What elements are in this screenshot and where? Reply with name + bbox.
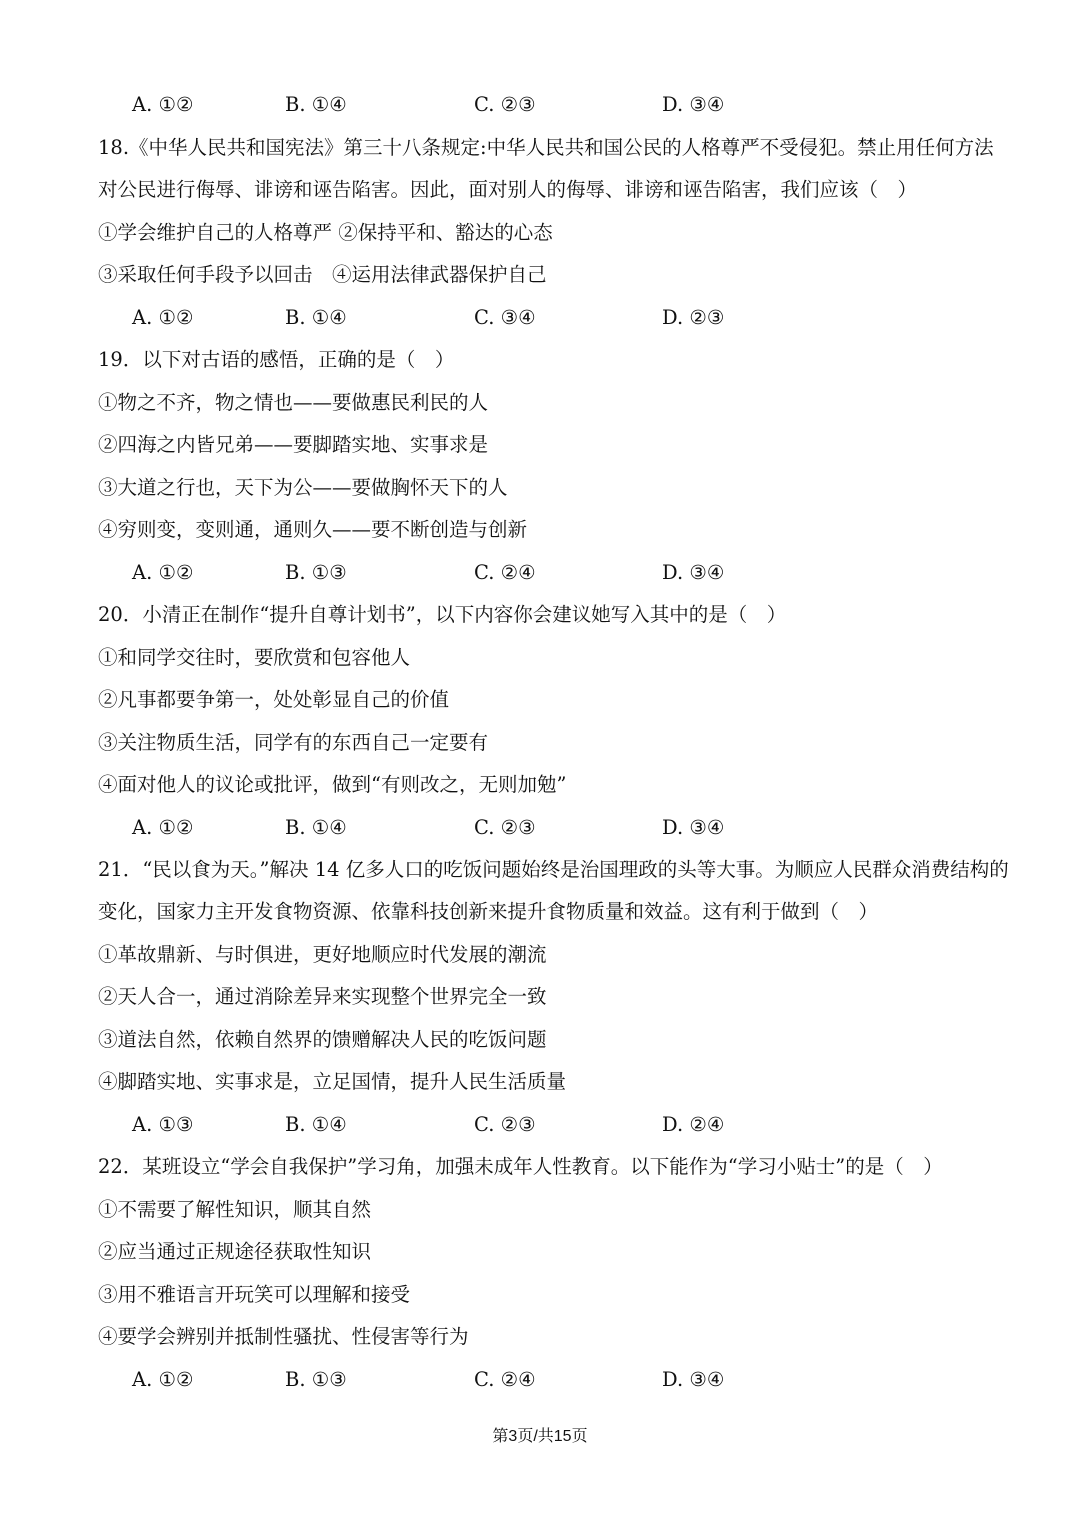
option-c: C. ②③ <box>474 1113 536 1136</box>
q19-item-3: ③大道之行也，天下为公——要做胸怀天下的人 <box>98 476 508 499</box>
q22-item-1: ①不需要了解性知识，顺其自然 <box>98 1198 372 1221</box>
q21-item-1: ①革故鼎新、与时俱进，更好地顺应时代发展的潮流 <box>98 943 547 966</box>
q18-stem-line-1: 18.《中华人民共和国宪法》第三十八条规定:中华人民共和国公民的人格尊严不受侵犯。禁止用任何方法 <box>98 136 994 159</box>
option-c: C. ②③ <box>474 816 536 839</box>
option-b: B. ①③ <box>285 1368 347 1391</box>
q18-item-2: ③采取任何手段予以回击 ④运用法律武器保护自己 <box>98 263 547 286</box>
option-a: A. ①③ <box>132 1113 194 1136</box>
option-b: B. ①④ <box>285 306 347 329</box>
q20-item-4: ④面对他人的议论或批评，做到“有则改之，无则加勉” <box>98 773 567 796</box>
option-d: D. ③④ <box>662 816 725 839</box>
option-d: D. ③④ <box>662 1368 725 1391</box>
option-c: C. ②③ <box>474 93 536 116</box>
option-a: A. ①② <box>132 816 194 839</box>
q21-stem-line-1: 21．“民以食为天。”解决 14 亿多人口的吃饭问题始终是治国理政的头等大事。为顺应人民群众消费结构的 <box>98 858 1009 881</box>
q22-stem: 22．某班设立“学会自我保护”学习角，加强未成年人性教育。以下能作为“学习小贴士”的是（ ） <box>98 1155 943 1178</box>
option-b: B. ①③ <box>285 561 347 584</box>
option-d: D. ②④ <box>662 1113 725 1136</box>
option-a: A. ①② <box>132 561 194 584</box>
q20-options <box>98 814 1010 842</box>
option-b: B. ①④ <box>285 816 347 839</box>
option-d: D. ③④ <box>662 93 725 116</box>
q19-item-1: ①物之不齐，物之情也——要做惠民利民的人 <box>98 391 489 414</box>
q19-item-4: ④穷则变，变则通，通则久——要不断创造与创新 <box>98 518 528 541</box>
option-c: C. ③④ <box>474 306 536 329</box>
q20-item-2: ②凡事都要争第一，处处彰显自己的价值 <box>98 688 450 711</box>
option-c: C. ②④ <box>474 1368 536 1391</box>
q22-item-2: ②应当通过正规途径获取性知识 <box>98 1240 372 1263</box>
q18-stem-line-2: 对公民进行侮辱、诽谤和诬告陷害。因此，面对别人的侮辱、诽谤和诬告陷害，我们应该（ ） <box>98 178 918 201</box>
q18-options <box>98 304 1010 332</box>
option-b: B. ①④ <box>285 1113 347 1136</box>
q19-item-2: ②四海之内皆兄弟——要脚踏实地、实事求是 <box>98 433 489 456</box>
q21-item-2: ②天人合一，通过消除差异来实现整个世界完全一致 <box>98 985 547 1008</box>
q22-item-3: ③用不雅语言开玩笑可以理解和接受 <box>98 1283 411 1306</box>
q20-stem: 20．小清正在制作“提升自尊计划书”，以下内容你会建议她写入其中的是（ ） <box>98 603 787 626</box>
q22-options <box>98 1366 1010 1394</box>
q18-item-1: ①学会维护自己的人格尊严 ②保持平和、豁达的心态 <box>98 221 553 244</box>
q21-options <box>98 1111 1010 1139</box>
q19-options <box>98 559 1010 587</box>
q21-item-4: ④脚踏实地、实事求是，立足国情，提升人民生活质量 <box>98 1070 567 1093</box>
option-a: A. ①② <box>132 93 194 116</box>
q20-item-3: ③关注物质生活，同学有的东西自己一定要有 <box>98 731 489 754</box>
q21-stem-line-2: 变化，国家力主开发食物资源、依靠科技创新来提升食物质量和效益。这有利于做到（ ） <box>98 900 879 923</box>
option-d: D. ②③ <box>662 306 725 329</box>
option-a: A. ①② <box>132 306 194 329</box>
q20-item-1: ①和同学交往时，要欣赏和包容他人 <box>98 646 411 669</box>
option-a: A. ①② <box>132 1368 194 1391</box>
q21-item-3: ③道法自然，依赖自然界的馈赠解决人民的吃饭问题 <box>98 1028 547 1051</box>
option-c: C. ②④ <box>474 561 536 584</box>
option-b: B. ①④ <box>285 93 347 116</box>
q22-item-4: ④要学会辨别并抵制性骚扰、性侵害等行为 <box>98 1325 469 1348</box>
option-d: D. ③④ <box>662 561 725 584</box>
q19-stem: 19．以下对古语的感悟，正确的是（ ） <box>98 348 455 371</box>
page-number: 第3页/共15页 <box>492 1428 588 1445</box>
q17-options <box>98 91 1010 119</box>
